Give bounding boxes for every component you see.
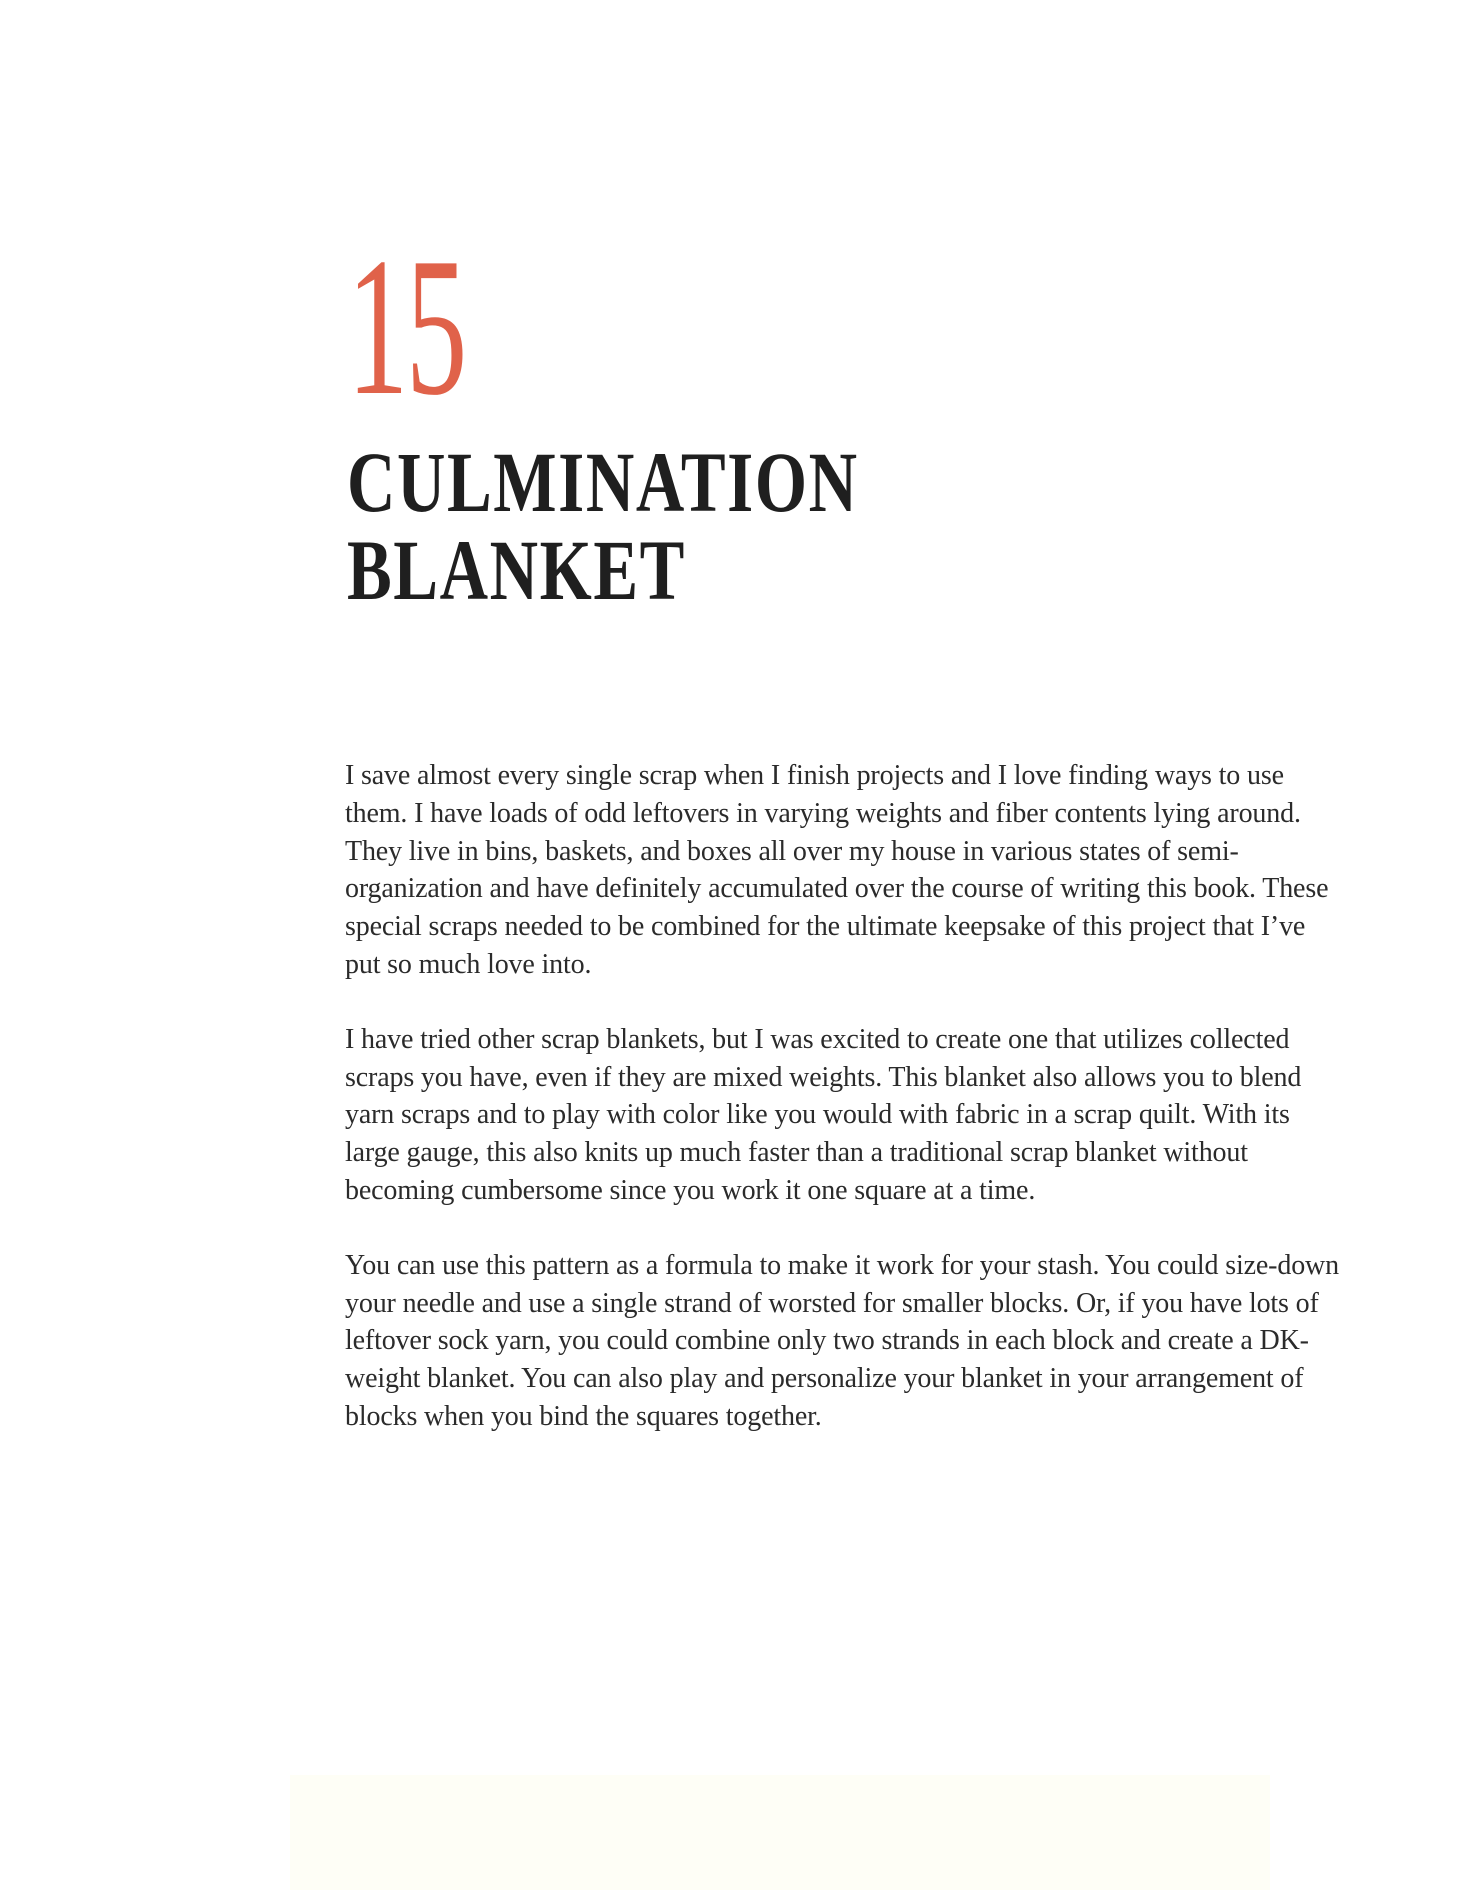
paragraph-1: I save almost every single scrap when I finish projects and I love finding ways to use them. I have loads of odd leftovers in varying weights and fiber contents lying around. They live in bins, baskets, and boxes all over my house in various states of semi-organization and have definitely accumulated over the course of writing this book. These special scraps needed to be combined for the ultimate keepsake of this project that I’ve put so much love into. (345, 760, 1329, 980)
paragraph-2: I have tried other scrap blankets, but I was excited to create one that utilizes collected scraps you have, even if they are mixed weights. This blanket also allows you to blend yarn scraps and to play with color like you would with fabric in a scrap quilt. With its large gauge, this also knits up much faster than a traditional scrap blanket without becoming cumbersome since you work it one square at a time. (345, 1023, 1302, 1206)
chapter-title-line-2: BLANKET (347, 522, 686, 618)
chapter-number: 15 (347, 217, 465, 436)
chapter-title (347, 434, 859, 618)
body-text (345, 757, 1345, 1473)
paragraph-3: You can use this pattern as a formula to make it work for your stash. You could size-down your needle and use a single strand of worsted for smaller blocks. Or, if you have lots of leftover sock yarn, you could combine only two strands in each block and create a DK-weight blanket. You can also play and personalize your blanket in your arrangement of blocks when you bind the squares together. (345, 1249, 1339, 1432)
footer-band (290, 1775, 1270, 1890)
chapter-title-line-1: CULMINATION (347, 434, 859, 530)
